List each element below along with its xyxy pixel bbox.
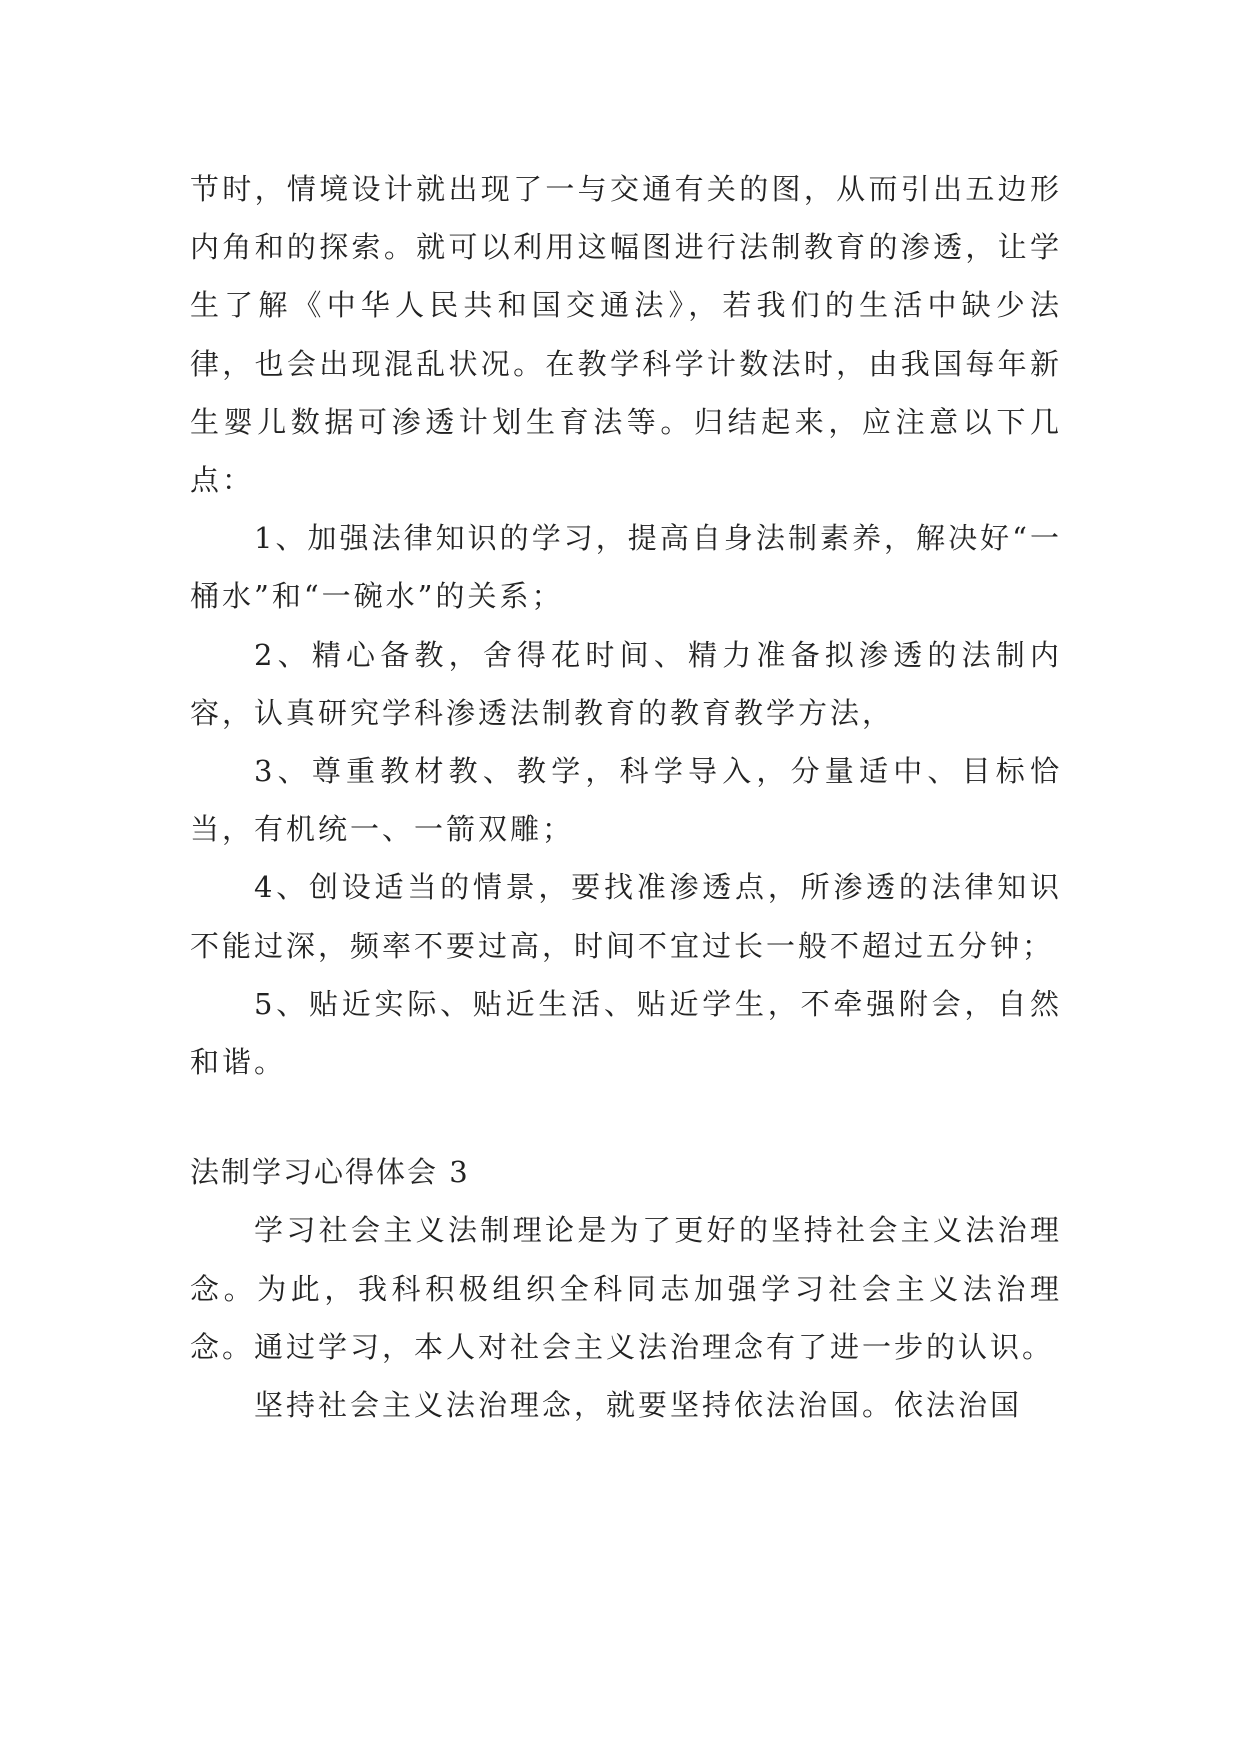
- paragraph-section3-1: 学习社会主义法制理论是为了更好的坚持社会主义法治理念。为此，我科积极组织全科同志加强学习社会主义法治理念。通过学习，本人对社会主义法治理念有了进一步的认识。: [190, 1213, 1062, 1364]
- list-item-1: 1、加强法律知识的学习，提高自身法制素养，解决好“一桶水”和“一碗水”的关系；: [190, 521, 1062, 614]
- list-item-3: 3、尊重教材教、教学，科学导入，分量适中、目标恰当，有机统一、一箭双雕；: [190, 754, 1062, 847]
- section-spacer: [190, 1091, 1062, 1143]
- paragraph-section3-2: 坚持社会主义法治理念，就要坚持依法治国。依法治国: [254, 1388, 1023, 1423]
- section-heading: 法制学习心得体会 3: [190, 1155, 470, 1190]
- list-item-4: 4、创设适当的情景，要找准渗透点，所渗透的法律知识不能过深，频率不要过高，时间不宜过长一般不超过五分钟；: [190, 870, 1062, 963]
- document-body: [190, 160, 1062, 1434]
- list-item-2: 2、精心备教，舍得花时间、精力准备拟渗透的法制内容，认真研究学科渗透法制教育的教育教学方法，: [190, 637, 1062, 730]
- list-item-5: 5、贴近实际、贴近生活、贴近学生，不牵强附会，自然和谐。: [190, 986, 1062, 1080]
- paragraph-intro: 节时，情境设计就出现了一与交通有关的图，从而引出五边形内角和的探索。就可以利用这幅图进行法制教育的渗透，让学生了解《中华人民共和国交通法》，若我们的生活中缺少法律，也会出现混乱状况。在教学科学计数法时，由我国每年新生婴儿数据可渗透计划生育法等。归结起来，应注意以下几点：: [190, 172, 1062, 498]
